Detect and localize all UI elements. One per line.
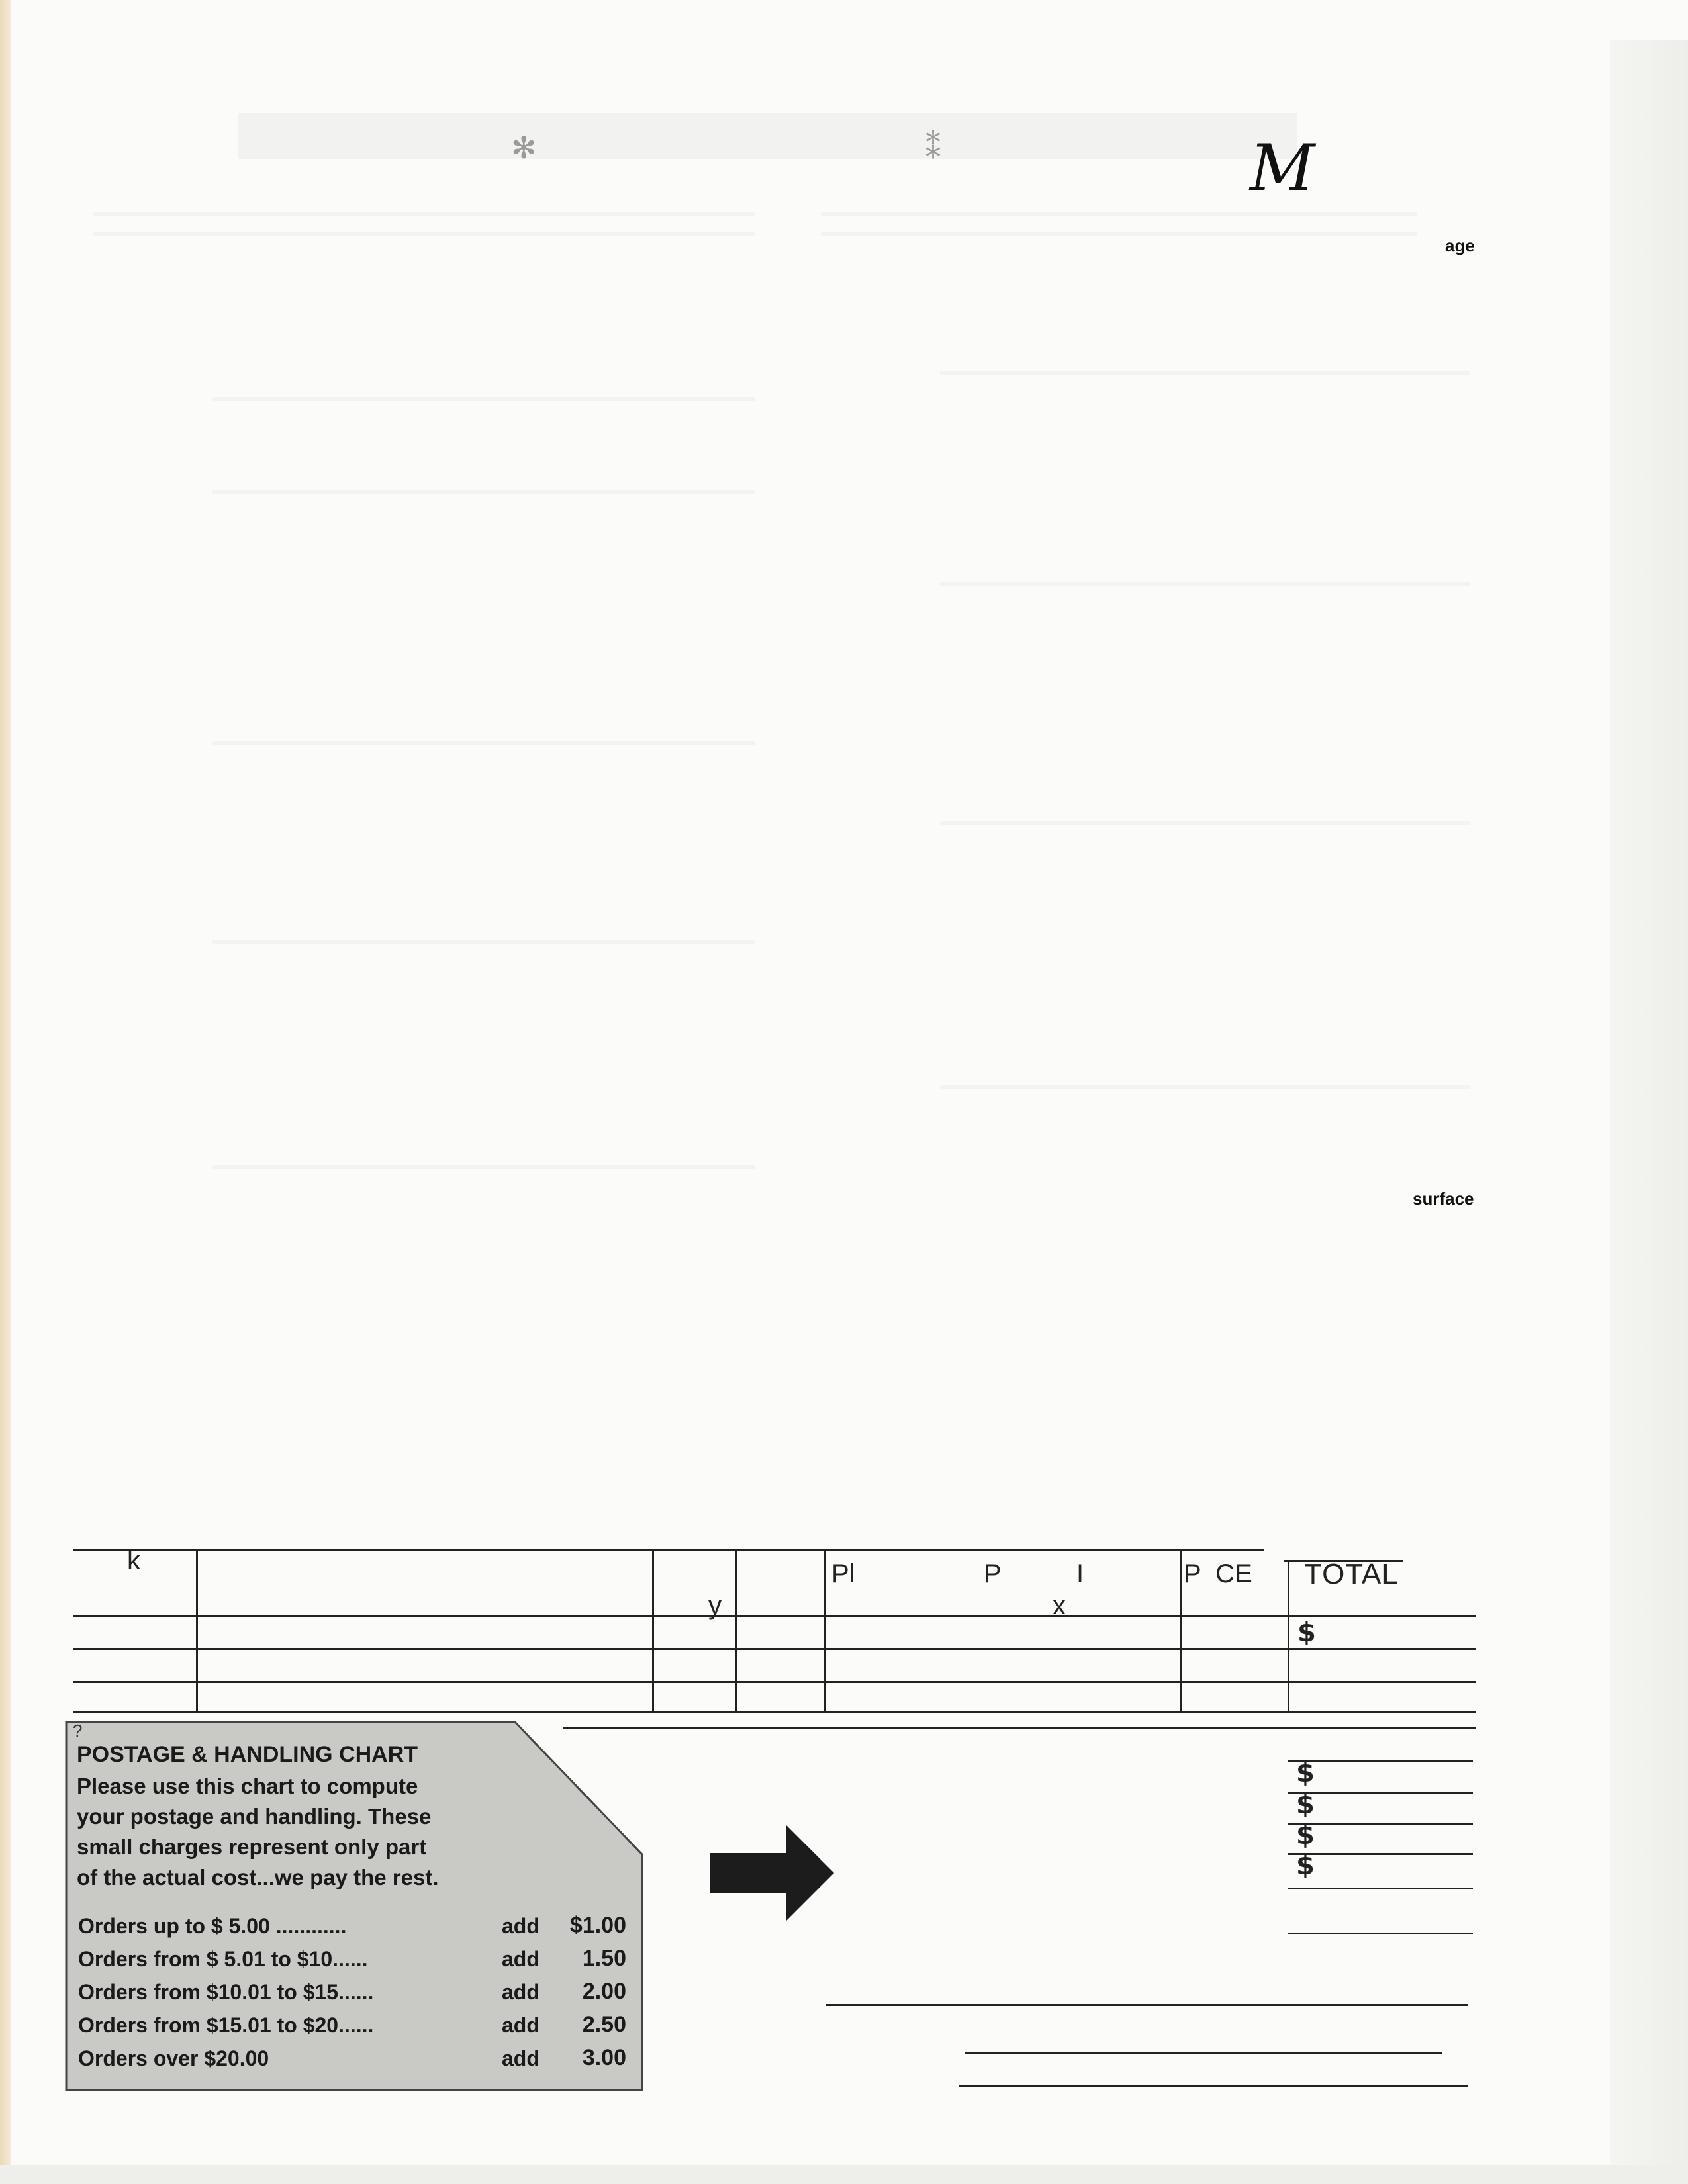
chart-description-line: Please use this chart to compute	[77, 1774, 418, 1798]
faded-line	[93, 232, 755, 236]
faded-title-bars	[238, 99, 1364, 172]
faded-line	[212, 741, 755, 745]
table-col-rule	[1288, 1560, 1289, 1713]
header-total: TOTAL	[1304, 1558, 1399, 1590]
rate-label: Orders from $15.01 to $20......	[78, 2013, 374, 2037]
rate-label: Orders up to $ 5.00 ............	[78, 1914, 347, 1938]
summary-rule	[1288, 1853, 1473, 1855]
chart-description-line: small charges represent only part	[77, 1835, 427, 1859]
table-col-rule	[652, 1549, 654, 1713]
summary-rule	[1288, 1760, 1473, 1762]
summary-dollar-2: $	[1296, 1790, 1315, 1820]
summary-dollar-3: $	[1296, 1820, 1315, 1850]
faded-line	[821, 232, 1417, 236]
form-line	[959, 2085, 1468, 2087]
table-row-rule	[73, 1681, 1476, 1683]
faded-line	[212, 490, 755, 494]
rate-amount: 2.00	[582, 1979, 626, 2004]
total-row1-dollar: $	[1297, 1617, 1316, 1648]
postage-chart-title: POSTAGE & HANDLING CHART	[77, 1742, 418, 1767]
summary-rule	[1288, 1933, 1473, 1934]
table-col-rule	[196, 1549, 198, 1713]
faded-line	[940, 1085, 1470, 1089]
faded-line	[821, 212, 1417, 216]
header-col5-b: P	[984, 1559, 1002, 1588]
rate-label: Orders from $ 5.01 to $10......	[78, 1947, 368, 1971]
margin-fragment-middle: surface	[1413, 1189, 1474, 1208]
rate-amount: 1.50	[582, 1946, 626, 1971]
table-col-rule	[824, 1549, 826, 1713]
rate-label: Orders over $20.00	[78, 2046, 269, 2070]
rate-amount: 3.00	[582, 2045, 626, 2070]
header-col5-a: Pl	[831, 1559, 855, 1588]
header-col6: P CE	[1184, 1559, 1252, 1588]
summary-dollar-4: $	[1296, 1850, 1315, 1881]
table-row-rule	[73, 1615, 1476, 1617]
header-col5-d: x	[1053, 1591, 1066, 1620]
form-line	[826, 2004, 1468, 2006]
rate-amount: 2.50	[582, 2012, 626, 2037]
rate-label: Orders from $10.01 to $15......	[78, 1980, 374, 2004]
chart-description-line: your postage and handling. These	[77, 1804, 432, 1829]
summary-rule	[1288, 1823, 1473, 1825]
table-row-rule	[73, 1711, 1476, 1713]
title-fragment: M	[1250, 131, 1315, 205]
faded-line	[940, 821, 1470, 825]
header-col3: y	[708, 1591, 722, 1620]
faded-line	[93, 212, 755, 216]
form-line	[965, 2052, 1442, 2054]
rate-add: add	[502, 2013, 539, 2037]
header-col1: k	[127, 1546, 140, 1575]
faded-line	[940, 371, 1470, 375]
margin-fragment-top: age	[1445, 236, 1475, 255]
chart-description-line: of the actual cost...we pay the rest.	[77, 1865, 439, 1889]
summary-rule	[1288, 1888, 1473, 1889]
rate-add: add	[502, 1980, 539, 2004]
scan-bottom-shadow	[0, 2165, 1688, 2184]
scan-right-shadow	[1610, 40, 1688, 2165]
chart-corner-mark: ?	[73, 1721, 83, 1741]
faded-line	[940, 582, 1470, 586]
faded-line	[212, 397, 755, 401]
summary-dollar-1: $	[1296, 1758, 1315, 1788]
scan-left-edge	[0, 0, 11, 2184]
rate-add: add	[502, 1914, 539, 1938]
rate-add: add	[502, 2046, 539, 2070]
rate-add: add	[502, 1947, 539, 1971]
scan-speck-2: ⁑	[925, 130, 941, 165]
rate-amount: $1.00	[569, 1913, 626, 1938]
arrow-right-icon	[710, 1825, 834, 1921]
table-rule-top	[73, 1549, 1264, 1551]
table-col-rule	[735, 1549, 737, 1713]
faded-line	[212, 1165, 755, 1169]
scan-speck-1: ✻	[511, 130, 537, 165]
summary-rule	[1288, 1792, 1473, 1794]
header-col5-c: I	[1076, 1559, 1084, 1588]
faded-line	[212, 940, 755, 944]
table-col-rule	[1180, 1549, 1182, 1713]
faded-title-shape	[238, 99, 1364, 189]
table-row-rule	[73, 1648, 1476, 1650]
